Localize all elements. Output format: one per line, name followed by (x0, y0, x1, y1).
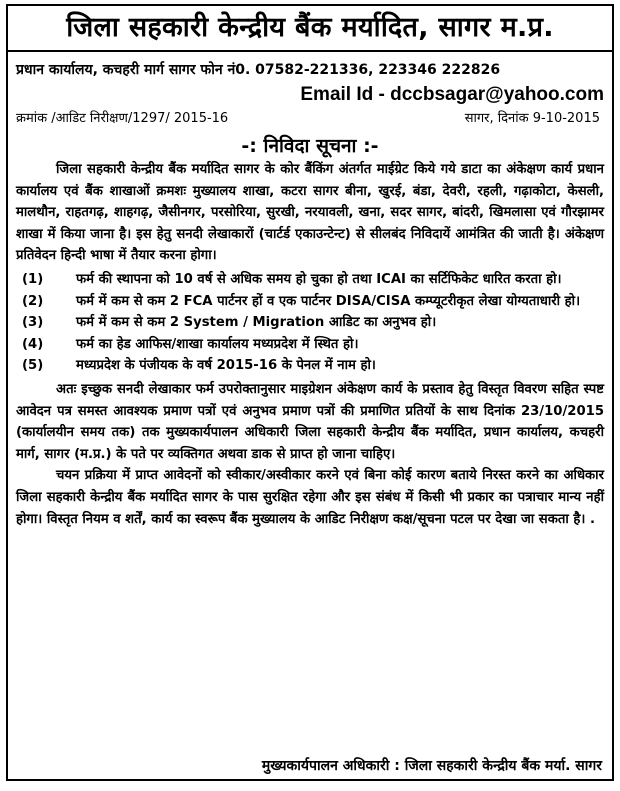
paragraph-intro: जिला सहकारी केन्द्रीय बैंक मर्यादित सागर के कोर बैंकिंग अंतर्गत माईग्रेट किये गये डाटा का अंकेक्षण कार्य प्रधान कार्यालय एवं बैंक शाखाओं क्रमशः मुख्यालय शाखा, कटरा सागर बीना, खुरई, बंडा, देवरी, रहली, गढ़ाकोटा, केसली, मालथौन, राहतगढ़, शाहगढ़, जैसीनगर, परसोरिया, सुरखी, नरयावली, खना, सदर सागर, बांदरी, खिमलासा एवं गौरझामर शाखा में किया जाना है। इस हेतु सनदी लेखाकारों (चार्टर्ड एकाउन्टेन्ट) से सीलबंद निविदायें आमंत्रित की जाती है। अंकेक्षण प्रतिवेदन हिन्दी भाषा में तैयार करना होगा। (16, 162, 604, 264)
list-item-number: (4) (22, 336, 44, 352)
header (8, 6, 612, 52)
reference-date: सागर, दिनांक 9-10-2015 (464, 111, 600, 126)
list-item-number: (1) (22, 271, 44, 287)
address-line: प्रधान कार्यालय, कचहरी मार्ग सागर फोन नं0. 07582-221336, 223346 222826 (16, 62, 501, 78)
paragraph-application: अतः इच्छुक सनदी लेखाकार फर्म उपरोक्तानुसार माइग्रेशन अंकेक्षण कार्य के प्रस्ताव हेतु विस्तृत विवरण सहित स्पष्ट आवेदन पत्र समस्त आवश्यक प्रमाण पत्रों एवं अनुभव प्रमाण पत्रों की प्रमाणित प्रतियों के साथ दिनांक 23/10/2015 (कार्यालयीन समय तक) तक मुख्यकार्यपालन अधिकारी जिला सहकारी केन्द्रीय बैंक मर्यादित, प्रधान कार्यालय, कचहरी मार्ग, सागर (म.प्र.) के पते पर व्यक्तिगत अथवा डाक से प्राप्त हो जाना चाहिए। (16, 381, 604, 462)
reference-number: क्रमांक /आडिट निरीक्षण/1297/ 2015-16 (16, 111, 229, 126)
list-item-text: मध्यप्रदेश के पंजीयक के वर्ष 2015-16 के पेनल में नाम हो। (76, 358, 376, 374)
list-item-text: फर्म की स्थापना को 10 वर्ष से अधिक समय हो चुका हो तथा ICAI का सर्टिफिकेट धारित करता हो। (76, 271, 562, 287)
list-item-number: (3) (22, 315, 44, 331)
list-item (16, 269, 604, 291)
conditions-list (16, 269, 604, 377)
list-item-number: (5) (22, 358, 44, 374)
bank-title: जिला सहकारी केन्द्रीय बैंक मर्यादित, सागर म.प्र. (66, 12, 554, 43)
reference-row (8, 107, 612, 129)
list-item (16, 334, 604, 356)
email-line: Email Id - dccbsagar@yahoo.com (300, 84, 604, 105)
signature-line: मुख्यकार्यपालन अधिकारी : जिला सहकारी केन्द्रीय बैंक मर्या. सागर (261, 758, 602, 774)
notice-title: -: निविदा सूचना :- (241, 135, 379, 157)
list-item-text: फर्म का हेड आफिस/शाखा कार्यालय मध्यप्रदेश में स्थित हो। (76, 336, 359, 352)
list-item (16, 355, 604, 377)
list-item-text: फर्म में कम से कम 2 System / Migration आडिट का अनुभव हो। (76, 315, 437, 331)
paragraph-selection: चयन प्रक्रिया में प्राप्त आवेदनों को स्वीकार/अस्वीकार करने एवं बिना कोई कारण बताये निरस्त करने का अधिकार जिला सहकारी केन्द्रीय बैंक मर्यादित सागर के पास सुरक्षित रहेगा और इस संबंध में किसी भी प्रकार का पत्राचार मान्य नहीं होगा। विस्तृत नियम व शर्तें, कार्य का स्वरूप बैंक मुख्यालय के आडिट निरीक्षण कक्ष/सूचना पटल पर देखा जा सकता है। . (16, 468, 604, 527)
notice-page (6, 4, 614, 781)
list-item-text: फर्म में कम से कम 2 FCA पार्टनर हों व एक पार्टनर DISA/CISA कम्प्यूटरीकृत लेखा योग्यताधारी हो। (76, 293, 581, 309)
notice-body (8, 159, 612, 530)
list-item (16, 291, 604, 313)
list-item-number: (2) (22, 293, 44, 309)
list-item (16, 312, 604, 334)
